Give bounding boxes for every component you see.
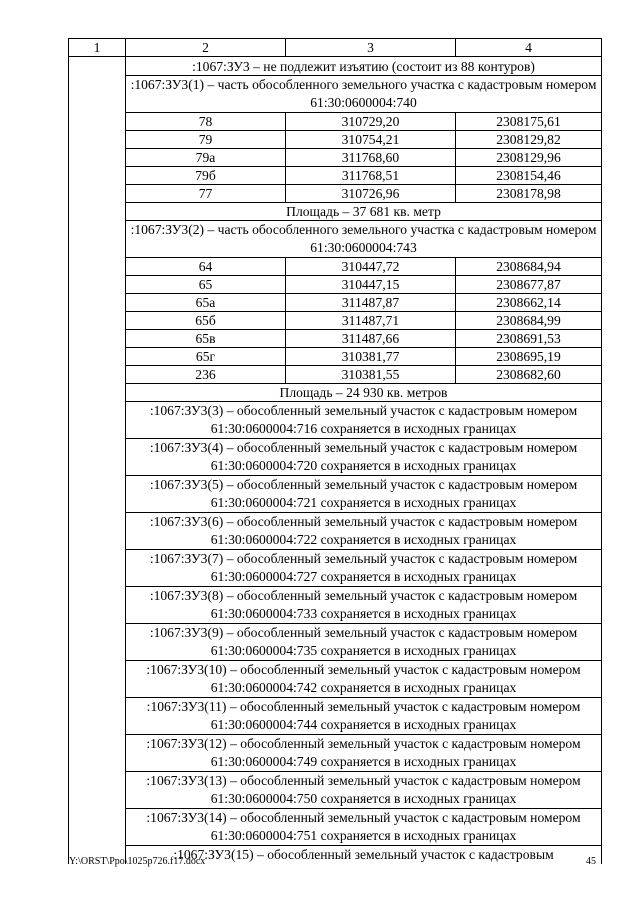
preserved-item-row	[69, 550, 602, 587]
footer-file-path: Y:\ORST\Ppo\1025p726.f17.docx	[69, 856, 206, 867]
preserved-item-cell: :1067:ЗУ3(9) – обособленный земельный участок с кадастровым номером 61:30:0600004:735 сохраняется в исходных границах	[126, 624, 602, 661]
preserved-item-cell: :1067:ЗУ3(11) – обособленный земельный участок с кадастровым номером 61:30:0600004:744 сохраняется в исходных границах	[126, 698, 602, 735]
preserved-item-cell: :1067:ЗУ3(12) – обособленный земельный участок с кадастровым номером 61:30:0600004:749 сохраняется в исходных границах	[126, 735, 602, 772]
preserved-item-row	[69, 772, 602, 809]
x-coordinate-cell: 310447,72	[286, 258, 456, 276]
y-coordinate-cell: 2308682,60	[456, 366, 602, 384]
coordinates-table	[68, 38, 602, 864]
x-coordinate-cell: 310381,77	[286, 348, 456, 366]
column-header: 4	[456, 39, 602, 57]
x-coordinate-cell: 311768,51	[286, 167, 456, 185]
y-coordinate-cell: 2308691,53	[456, 330, 602, 348]
x-coordinate-cell: 311487,87	[286, 294, 456, 312]
point-number-cell: 79а	[126, 149, 286, 167]
point-number-cell: 65б	[126, 312, 286, 330]
y-coordinate-cell: 2308154,46	[456, 167, 602, 185]
x-coordinate-cell: 311487,66	[286, 330, 456, 348]
preserved-item-cell: :1067:ЗУ3(3) – обособленный земельный участок с кадастровым номером 61:30:0600004:716 сохраняется в исходных границах	[126, 402, 602, 439]
preserved-item-row	[69, 698, 602, 735]
column-1-cell	[69, 57, 126, 864]
point-row	[69, 330, 602, 348]
x-coordinate-cell: 310726,96	[286, 185, 456, 203]
point-row	[69, 113, 602, 131]
point-number-cell: 79б	[126, 167, 286, 185]
preserved-item-row	[69, 809, 602, 846]
area-row	[69, 384, 602, 402]
column-header: 3	[286, 39, 456, 57]
preserved-item-row	[69, 439, 602, 476]
y-coordinate-cell: 2308129,96	[456, 149, 602, 167]
point-number-cell: 77	[126, 185, 286, 203]
preserved-item-row	[69, 402, 602, 439]
x-coordinate-cell: 310729,20	[286, 113, 456, 131]
point-number-cell: 79	[126, 131, 286, 149]
x-coordinate-cell: 310447,15	[286, 276, 456, 294]
preserved-item-cell: :1067:ЗУ3(13) – обособленный земельный участок с кадастровым номером 61:30:0600004:750 сохраняется в исходных границах	[126, 772, 602, 809]
x-coordinate-cell: 310754,21	[286, 131, 456, 149]
area-cell: Площадь – 37 681 кв. метр	[126, 203, 602, 221]
preserved-item-cell: :1067:ЗУ3(14) – обособленный земельный участок с кадастровым номером 61:30:0600004:751 сохраняется в исходных границах	[126, 809, 602, 846]
part-title-cell: :1067:ЗУ3(1) – часть обособленного земельного участка с кадастровым номером 61:30:0600004:740	[126, 76, 602, 113]
preserved-item-cell: :1067:ЗУ3(8) – обособленный земельный участок с кадастровым номером 61:30:0600004:733 сохраняется в исходных границах	[126, 587, 602, 624]
point-number-cell: 64	[126, 258, 286, 276]
x-coordinate-cell: 310381,55	[286, 366, 456, 384]
preserved-item-row	[69, 587, 602, 624]
column-header: 1	[69, 39, 126, 57]
y-coordinate-cell: 2308695,19	[456, 348, 602, 366]
preserved-item-row	[69, 513, 602, 550]
point-row	[69, 294, 602, 312]
point-row	[69, 348, 602, 366]
column-header: 2	[126, 39, 286, 57]
point-number-cell: 65	[126, 276, 286, 294]
preserved-item-cell: :1067:ЗУ3(10) – обособленный земельный участок с кадастровым номером 61:30:0600004:742 сохраняется в исходных границах	[126, 661, 602, 698]
point-row	[69, 366, 602, 384]
preserved-item-row	[69, 735, 602, 772]
area-cell: Площадь – 24 930 кв. метров	[126, 384, 602, 402]
preserved-item-cell: :1067:ЗУ3(4) – обособленный земельный участок с кадастровым номером 61:30:0600004:720 сохраняется в исходных границах	[126, 439, 602, 476]
area-row	[69, 203, 602, 221]
point-row	[69, 149, 602, 167]
point-number-cell: 65а	[126, 294, 286, 312]
preserved-item-row	[69, 476, 602, 513]
part-title-cell: :1067:ЗУ3(2) – часть обособленного земельного участка с кадастровым номером 61:30:0600004:743	[126, 221, 602, 258]
preserved-item-cell: :1067:ЗУ3(7) – обособленный земельный участок с кадастровым номером 61:30:0600004:727 сохраняется в исходных границах	[126, 550, 602, 587]
point-row	[69, 185, 602, 203]
point-row	[69, 312, 602, 330]
preserved-item-cell: :1067:ЗУ3(6) – обособленный земельный участок с кадастровым номером 61:30:0600004:722 сохраняется в исходных границах	[126, 513, 602, 550]
point-number-cell: 65в	[126, 330, 286, 348]
y-coordinate-cell: 2308129,82	[456, 131, 602, 149]
point-row	[69, 276, 602, 294]
y-coordinate-cell: 2308662,14	[456, 294, 602, 312]
preserved-item-cell: :1067:ЗУ3(5) – обособленный земельный участок с кадастровым номером 61:30:0600004:721 сохраняется в исходных границах	[126, 476, 602, 513]
y-coordinate-cell: 2308684,99	[456, 312, 602, 330]
y-coordinate-cell: 2308677,87	[456, 276, 602, 294]
section-title-row	[69, 57, 602, 76]
preserved-item-row	[69, 661, 602, 698]
table-header-row	[69, 39, 602, 57]
page-number: 45	[586, 856, 596, 867]
x-coordinate-cell: 311768,60	[286, 149, 456, 167]
preserved-item-cell-partial: :1067:ЗУ3(15) – обособленный земельный участок с кадастровым	[126, 846, 602, 864]
point-number-cell: 78	[126, 113, 286, 131]
part-title-row	[69, 221, 602, 258]
y-coordinate-cell: 2308175,61	[456, 113, 602, 131]
section-title-cell: :1067:ЗУ3 – не подлежит изъятию (состоит из 88 контуров)	[126, 57, 602, 76]
point-row	[69, 167, 602, 185]
point-row	[69, 258, 602, 276]
y-coordinate-cell: 2308178,98	[456, 185, 602, 203]
y-coordinate-cell: 2308684,94	[456, 258, 602, 276]
part-title-row	[69, 76, 602, 113]
preserved-item-row	[69, 624, 602, 661]
point-number-cell: 65г	[126, 348, 286, 366]
x-coordinate-cell: 311487,71	[286, 312, 456, 330]
point-number-cell: 236	[126, 366, 286, 384]
point-row	[69, 131, 602, 149]
